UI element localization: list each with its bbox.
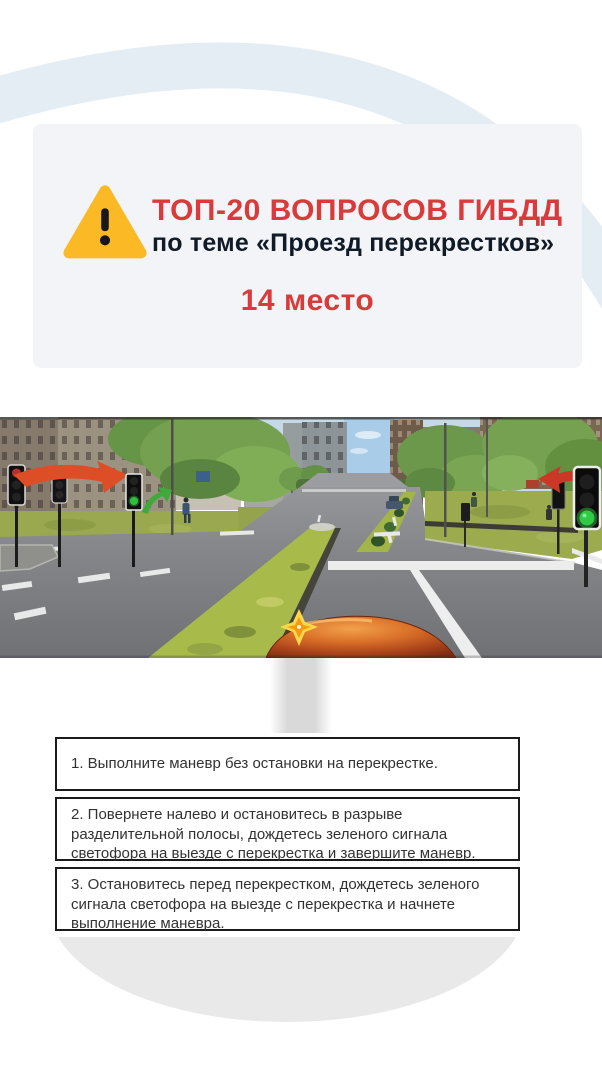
question-image-intersection-scene	[0, 417, 602, 658]
scene-bottom-border	[0, 656, 602, 659]
green-signal	[130, 497, 138, 505]
red-awning	[526, 480, 539, 488]
answer-text: 3. Остановитесь перед перекрестком, дождетесь зеленого сигнала светофора на выезде с перекрестка и начнете выполнение маневра.	[71, 876, 480, 932]
header-titles	[152, 194, 563, 258]
street-pole	[486, 419, 488, 517]
street-pole	[171, 419, 174, 535]
blue-awning	[196, 471, 210, 482]
page-subtitle: по теме «Проезд перекрестков»	[152, 229, 555, 257]
answer-option-3[interactable]	[55, 867, 520, 931]
answer-text: 1. Выполните маневр без остановки на перекрестке.	[71, 755, 438, 773]
rank-label: 14 место	[240, 284, 375, 317]
scene-top-border	[0, 417, 602, 420]
stop-line	[328, 561, 574, 570]
green-signal	[580, 511, 595, 526]
answer-option-2[interactable]	[55, 797, 520, 861]
warning-triangle-icon	[63, 182, 147, 260]
street-pole	[444, 423, 447, 537]
answer-option-1[interactable]	[55, 737, 520, 791]
header-card	[33, 124, 582, 368]
answer-text: 2. Повернете налево и остановитесь в разрыве разделительной полосы, дождетесь зеленого сигнала светофора на выезде с перекрестка и завершите маневр.	[71, 806, 476, 862]
page-title: ТОП-20 ВОПРОСОВ ГИБДД	[152, 194, 563, 227]
decor-vertical-bar	[270, 656, 332, 738]
